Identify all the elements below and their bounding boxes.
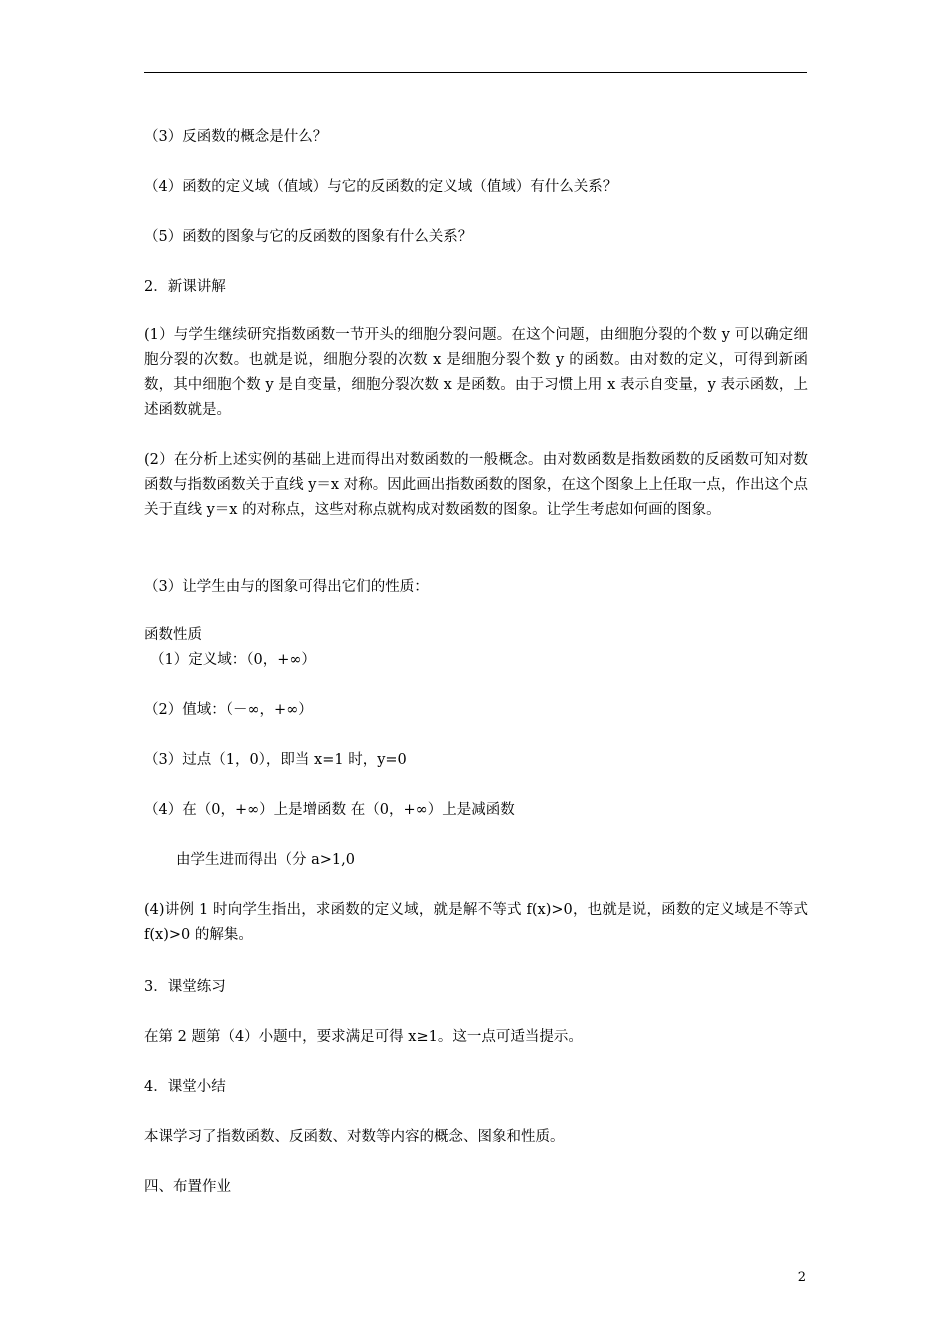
practice-text: 在第 2 题第（4）小题中，要求满足可得 x≥1。这一点可适当提示。 [144,1029,583,1045]
paragraph-log-function-concept: (2）在分析上述实例的基础上进而得出对数函数的一般概念。由对数函数是指数函数的反函数可知对数函数与指数函数关于直线 y＝x 对称。因此画出指数函数的图象，在这个图象上上任取一点，作出这个点关于直线 y＝x 的对称点，这些对称点就构成对数函数的图象。让学生考虑如何画的图象。 [144,452,808,518]
header-rule [144,72,807,73]
property-monotonicity: （4）在（0，+∞）上是增函数 在（0，+∞）上是减函数 [144,802,515,818]
section-heading-homework: 四、布置作业 [144,1179,231,1195]
properties-title: 函数性质 [144,627,202,643]
paragraph-cell-division: (1）与学生继续研究指数函数一节开头的细胞分裂问题。在这个问题，由细胞分裂的个数 y 可以确定细胞分裂的次数。也就是说，细胞分裂的次数 x 是细胞分裂个数 y 的函数。由对数的定义，可得到新函数，其中细胞个数 y 是自变量，细胞分裂次数 x 是函数。由于习惯上用 x 表示自变量，y 表示函数，上述函数就是。 [144,327,808,418]
item-3-properties-intro: （3）让学生由与的图象可得出它们的性质： [144,579,429,595]
question-4: （4）函数的定义域（值域）与它的反函数的定义域（值域）有什么关系？ [144,179,618,195]
property-range: （2）值域：（－∞，+∞） [144,702,313,718]
property-fixed-point: （3）过点（1，0），即当 x=1 时，y=0 [144,752,407,768]
question-5: （5）函数的图象与它的反函数的图象有什么关系？ [144,229,473,245]
section-heading-summary: 4．课堂小结 [144,1079,226,1095]
section-heading-new-lesson: 2．新课讲解 [144,279,226,295]
question-3: （3）反函数的概念是什么？ [144,129,328,145]
page-number: 2 [797,1270,806,1285]
paragraph-example-1: (4)讲例 1 时向学生指出，求函数的定义域，就是解不等式 f(x)>0，也就是说，函数的定义域是不等式 f(x)>0 的解集。 [144,902,808,943]
section-heading-practice: 3．课堂练习 [144,979,226,995]
property-domain: （1）定义域：（0，+∞） [150,652,316,668]
summary-text: 本课学习了指数函数、反函数、对数等内容的概念、图象和性质。 [144,1129,565,1145]
derivation-note: 由学生进而得出（分 a>1,0 [176,852,355,868]
